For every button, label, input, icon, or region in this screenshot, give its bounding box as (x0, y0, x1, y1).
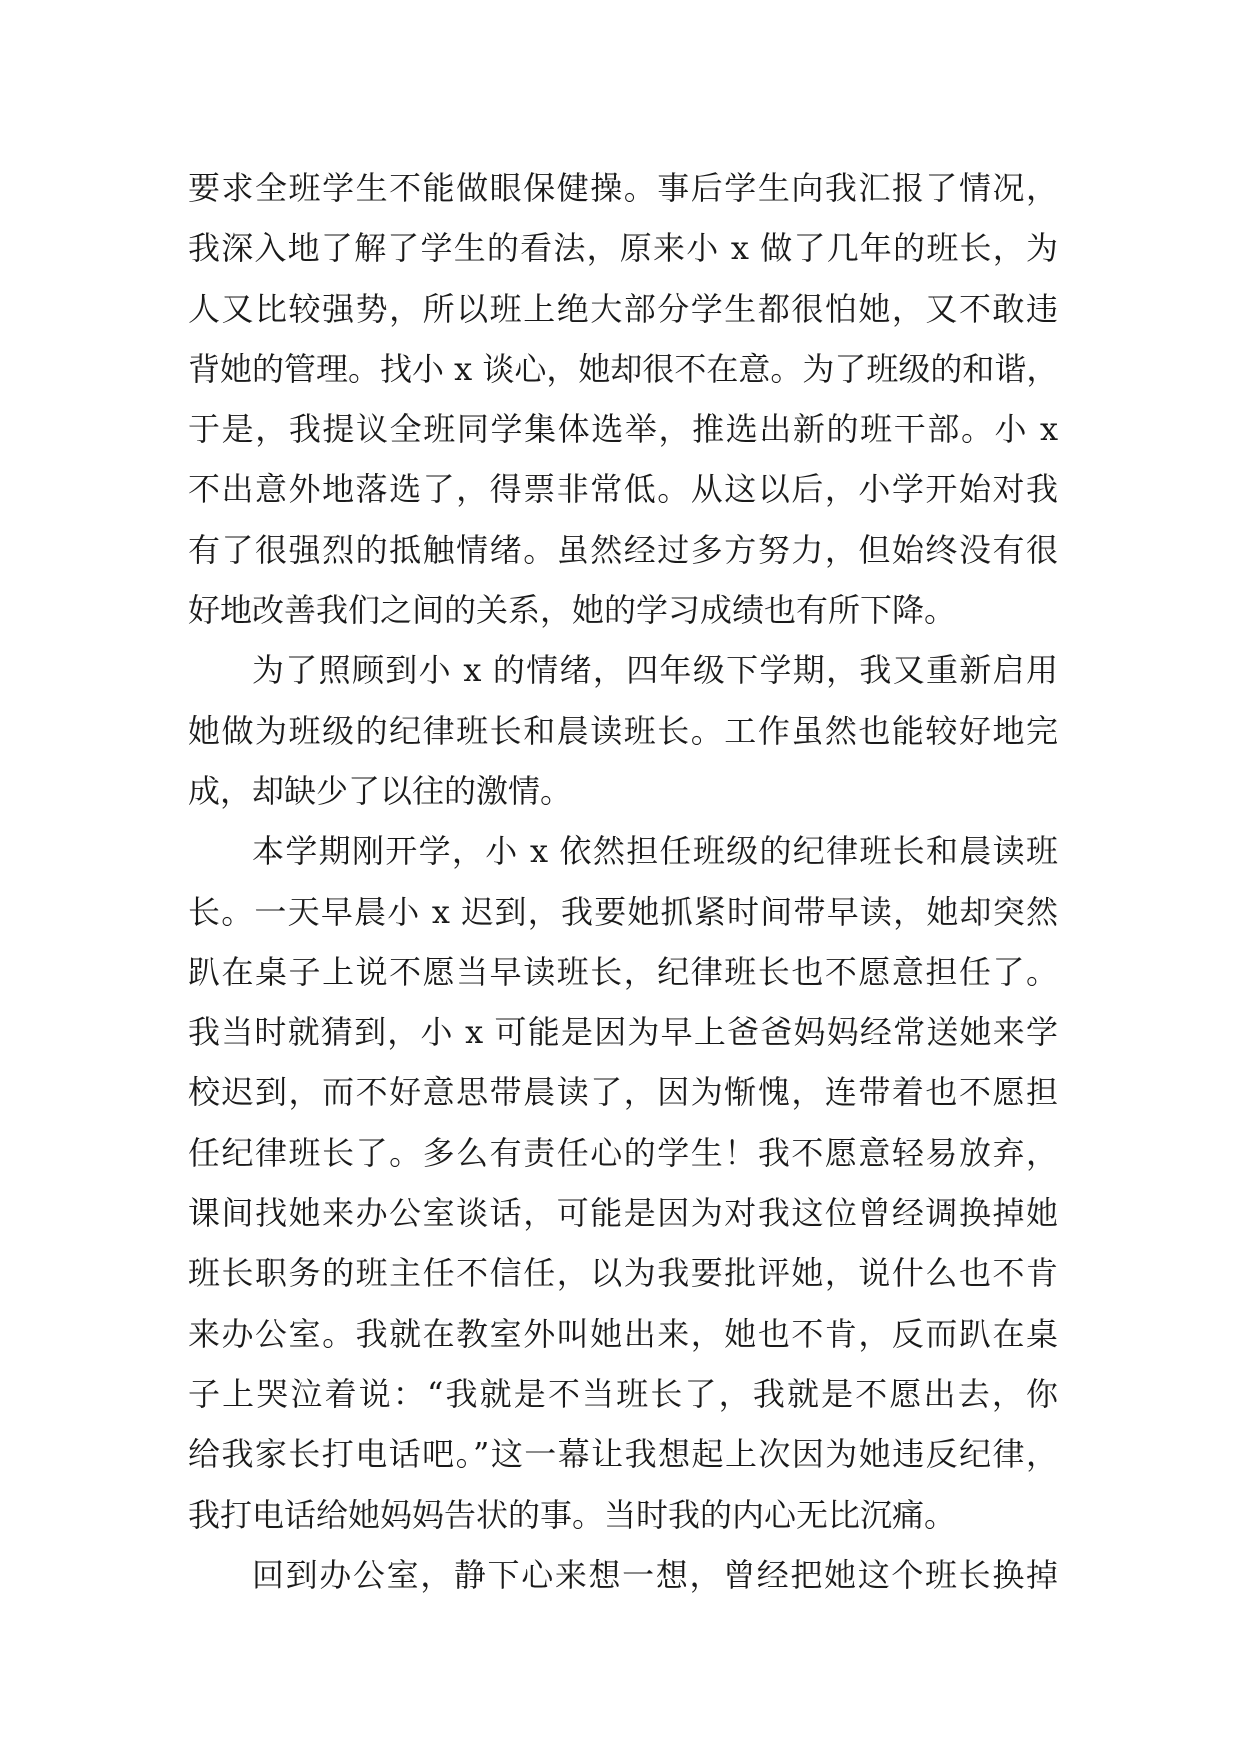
text-line: 好地改善我们之间的关系，她的学习成绩也有所下降。 (188, 591, 957, 630)
paragraph-first-line: 本学期刚开学，小 x 依然担任班级的纪律班长和晨读班 (252, 832, 1058, 871)
text-line: 课间找她来办公室谈话，可能是因为对我这位曾经调换掉她 (188, 1194, 1058, 1233)
text-line: 长。一天早晨小 x 迟到，我要她抓紧时间带早读，她却突然 (188, 892, 1058, 931)
text-line: 我当时就猜到，小 x 可能是因为早上爸爸妈妈经常送她来学 (188, 1013, 1058, 1052)
text-line: 给我家长打电话吧。”这一幕让我想起上次因为她违反纪律， (188, 1435, 1058, 1474)
text-line: 有了很强烈的抵触情绪。虽然经过多方努力，但始终没有很 (188, 530, 1058, 569)
text-line: 不出意外地落选了，得票非常低。从这以后，小学开始对我 (188, 470, 1058, 509)
text-line: 我打电话给她妈妈告状的事。当时我的内心无比沉痛。 (188, 1495, 957, 1534)
text-line: 班长职务的班主任不信任，以为我要批评她，说什么也不肯 (188, 1254, 1058, 1293)
text-line: 子上哭泣着说：“我就是不当班长了，我就是不愿出去，你 (188, 1374, 1058, 1413)
text-line: 背她的管理。找小 x 谈心，她却很不在意。为了班级的和谐， (188, 349, 1059, 388)
text-line: 来办公室。我就在教室外叫她出来，她也不肯，反而趴在桌 (188, 1314, 1058, 1353)
text-line: 我深入地了解了学生的看法，原来小 x 做了几年的班长，为 (188, 229, 1058, 268)
text-line: 于是，我提议全班同学集体选举，推选出新的班干部。小 x (188, 410, 1058, 449)
text-line: 任纪律班长了。多么有责任心的学生！我不愿意轻易放弃， (188, 1133, 1058, 1172)
text-line: 她做为班级的纪律班长和晨读班长。工作虽然也能较好地完 (188, 711, 1058, 750)
text-line: 校迟到，而不好意思带晨读了，因为惭愧，连带着也不愿担 (188, 1073, 1058, 1112)
text-line: 要求全班学生不能做眼保健操。事后学生向我汇报了情况， (188, 169, 1058, 207)
text-line: 人又比较强势，所以班上绝大部分学生都很怕她，又不敢违 (188, 289, 1058, 328)
document-body (188, 158, 1058, 1605)
paragraph-first-line: 为了照顾到小 x 的情绪，四年级下学期，我又重新启用 (252, 651, 1058, 690)
paragraph-first-line: 回到办公室，静下心来想一想，曾经把她这个班长换掉 (252, 1555, 1058, 1594)
text-line: 趴在桌子上说不愿当早读班长，纪律班长也不愿意担任了。 (188, 952, 1058, 991)
text-line: 成，却缺少了以往的激情。 (188, 771, 573, 810)
